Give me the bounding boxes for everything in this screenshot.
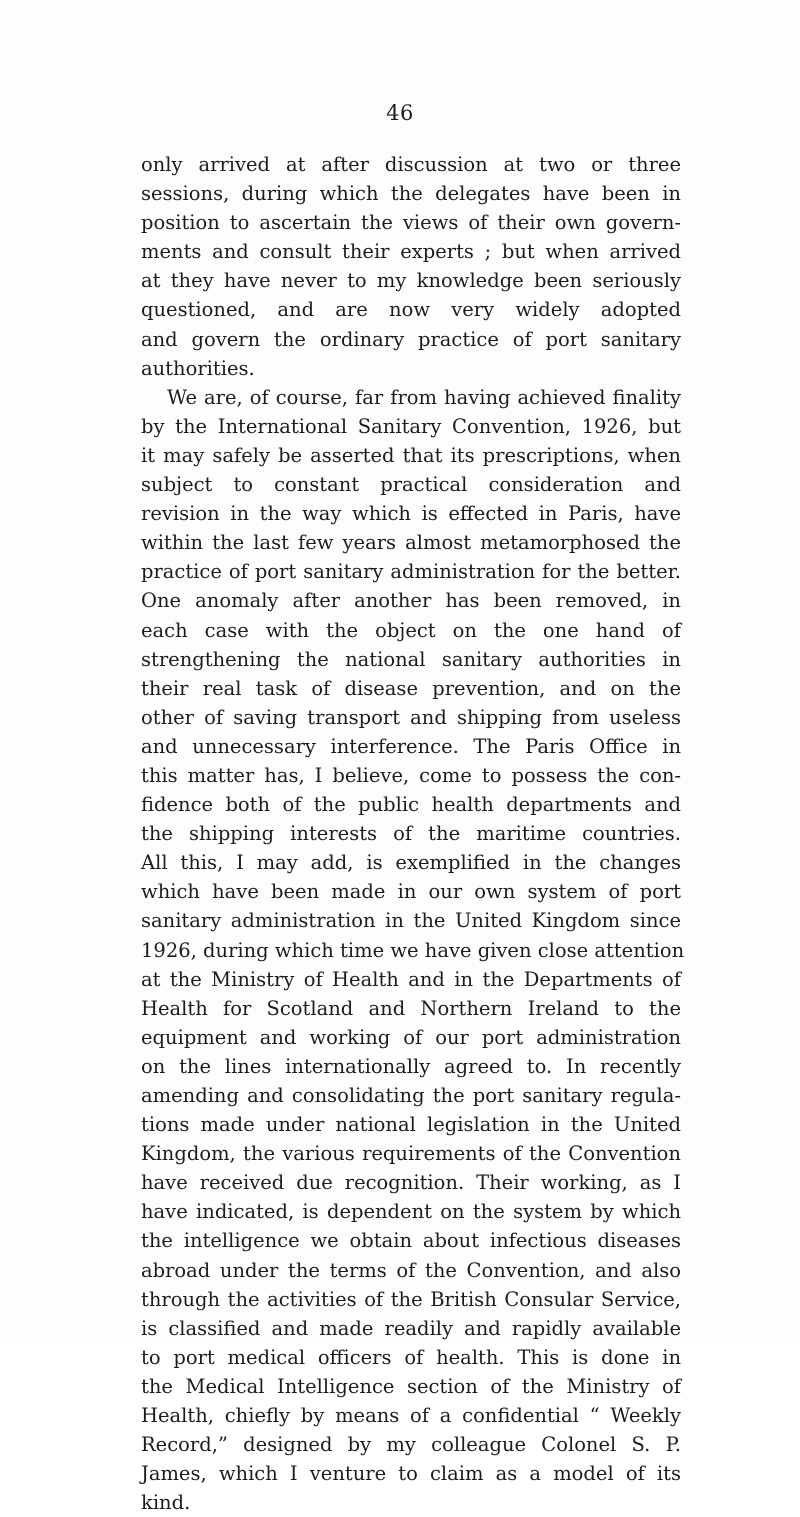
text-line: practice of port sanitary administration for the better. xyxy=(141,560,681,584)
text-line: questioned, and are now very widely adopted xyxy=(141,298,681,322)
text-line: on the lines internationally agreed to. In recently xyxy=(141,1054,681,1078)
text-line: subject to constant practical consideration and xyxy=(141,473,681,497)
text-line: authorities. xyxy=(141,356,255,380)
text-line: position to ascertain the views of their own govern- xyxy=(141,211,681,235)
text-line: by the International Sanitary Convention, 1926, but xyxy=(141,414,681,438)
text-line: James, which I venture to claim as a model of its xyxy=(141,1462,681,1486)
text-line: each case with the object on the one hand of xyxy=(141,618,681,642)
text-line: abroad under the terms of the Convention, and also xyxy=(141,1258,681,1282)
text-line: We are, of course, far from having achieved finality xyxy=(167,385,681,409)
text-line: and govern the ordinary practice of port sanitary xyxy=(141,327,681,351)
text-line: to port medical officers of health. This is done in xyxy=(141,1345,681,1369)
text-line: Health, chiefly by means of a confidential “ Weekly xyxy=(141,1404,681,1428)
text-line: at they have never to my knowledge been seriously xyxy=(141,269,681,293)
text-line: fidence both of the public health departments and xyxy=(141,793,681,817)
text-line: at the Ministry of Health and in the Departments of xyxy=(141,967,681,991)
text-line: sanitary administration in the United Kingdom since xyxy=(141,909,681,933)
text-line: within the last few years almost metamorphosed the xyxy=(141,531,681,555)
text-line: equipment and working of our port administration xyxy=(141,1025,681,1049)
text-line: Record,” designed by my colleague Colonel S. P. xyxy=(141,1433,681,1457)
paragraph xyxy=(141,383,685,1517)
text-line: revision in the way which is effected in Paris, have xyxy=(141,502,681,526)
text-line: the Medical Intelligence section of the Ministry of xyxy=(141,1374,681,1398)
text-line: the intelligence we obtain about infectious diseases xyxy=(141,1229,681,1253)
page-number: 46 xyxy=(386,101,414,125)
text-line: ments and consult their experts ; but when arrived xyxy=(141,240,681,264)
text-line: which have been made in our own system of port xyxy=(141,880,681,904)
text-line: strengthening the national sanitary authorities in xyxy=(141,647,681,671)
text-line: the shipping interests of the maritime countries. xyxy=(141,822,681,846)
text-line: amending and consolidating the port sanitary regula- xyxy=(141,1084,681,1107)
text-line: only arrived at after discussion at two or three xyxy=(141,153,681,176)
text-line: other of saving transport and shipping from useless xyxy=(141,705,681,729)
text-line: kind. xyxy=(141,1491,191,1515)
text-line: this matter has, I believe, come to possess the con- xyxy=(141,763,681,787)
body-text xyxy=(141,150,685,1517)
text-line: through the activities of the British Consular Service, xyxy=(141,1287,681,1311)
text-line: sessions, during which the delegates have been in xyxy=(141,182,681,206)
text-line: 1926, during which time we have given close attention xyxy=(141,938,685,962)
text-line: have indicated, is dependent on the system by which xyxy=(141,1200,681,1224)
text-line: One anomaly after another has been removed, in xyxy=(141,589,681,613)
text-line: it may safely be asserted that its prescriptions, when xyxy=(141,443,681,467)
text-line: is classified and made readily and rapidly available xyxy=(141,1316,681,1340)
paragraph xyxy=(141,150,681,383)
text-line: Health for Scotland and Northern Ireland to the xyxy=(141,996,681,1020)
text-line: and unnecessary interference. The Paris Office in xyxy=(141,734,681,758)
text-line: Kingdom, the various requirements of the Convention xyxy=(141,1142,681,1166)
text-line: their real task of disease prevention, and on the xyxy=(141,676,681,700)
text-line: All this, I may add, is exemplified in the changes xyxy=(141,851,681,875)
text-line: tions made under national legislation in the United xyxy=(141,1113,681,1137)
text-line: have received due recognition. Their working, as I xyxy=(141,1171,681,1195)
